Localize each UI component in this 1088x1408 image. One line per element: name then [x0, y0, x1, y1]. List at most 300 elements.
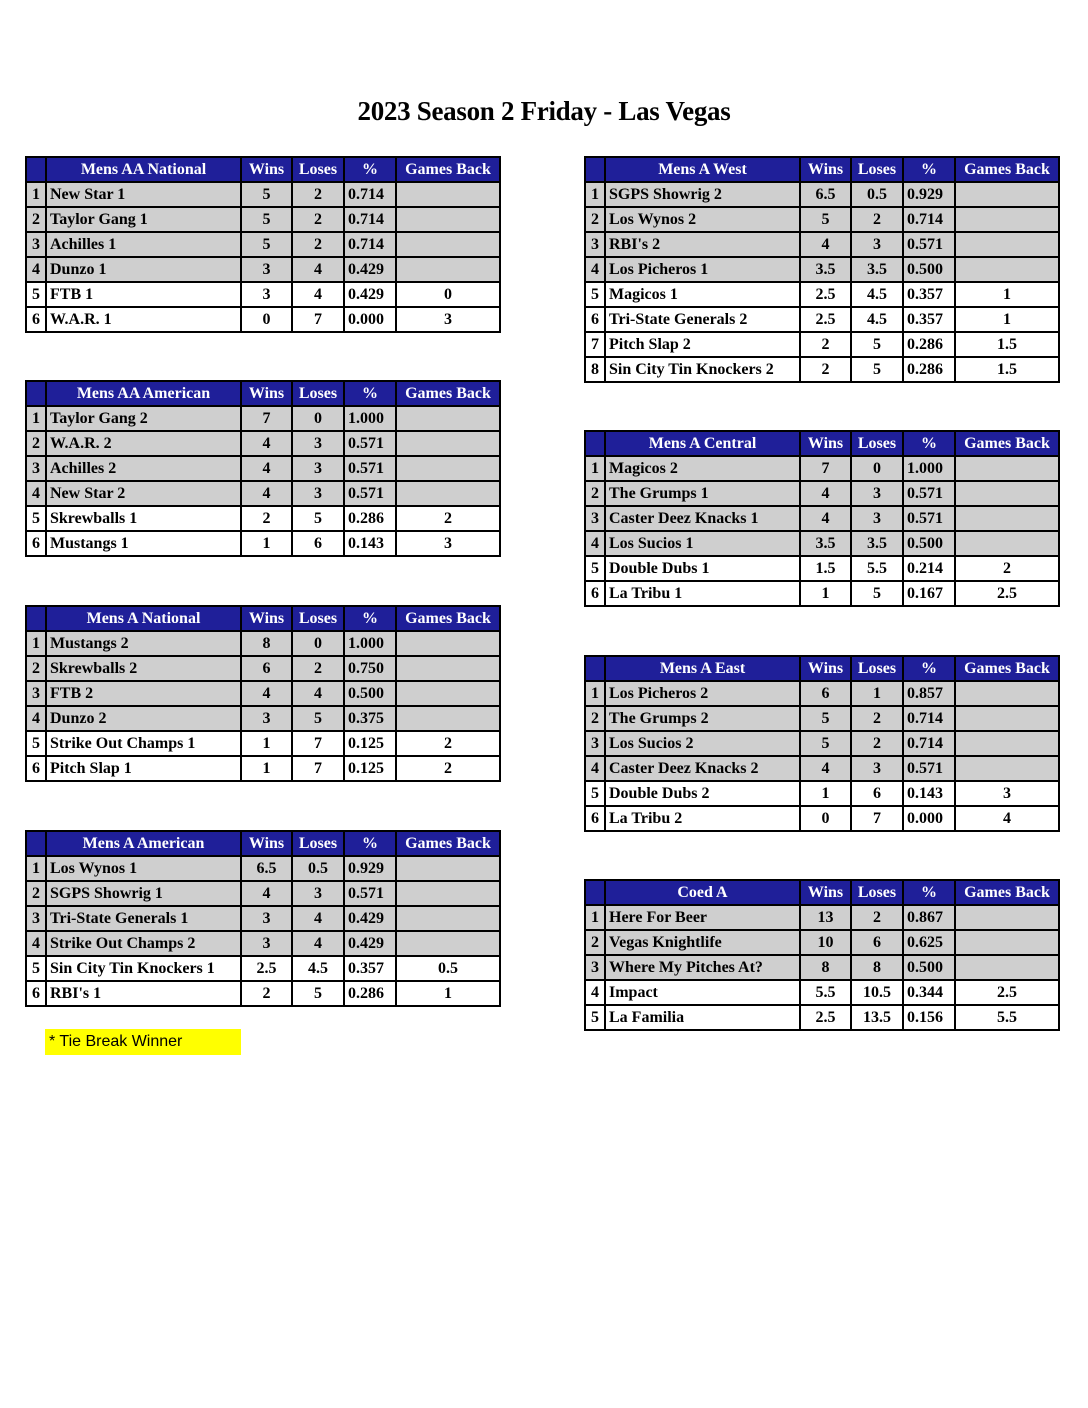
table-header-row: [26, 606, 500, 631]
header-wins: Wins: [241, 381, 292, 406]
rank-cell: 6: [26, 531, 46, 556]
table-row: [26, 207, 500, 232]
loses-cell: 4: [292, 681, 344, 706]
header-pct: %: [903, 880, 955, 905]
wins-cell: 7: [800, 456, 851, 481]
team-name-cell: La Tribu 1: [605, 581, 800, 606]
team-name-cell: Vegas Knightlife: [605, 930, 800, 955]
wins-cell: 4: [241, 881, 292, 906]
wins-cell: 6: [241, 656, 292, 681]
rank-cell: 2: [585, 706, 605, 731]
table-row: [585, 481, 1059, 506]
header-loses: Loses: [851, 431, 903, 456]
pct-cell: 0.286: [903, 332, 955, 357]
team-name-cell: Los Wynos 2: [605, 207, 800, 232]
table-row: [26, 931, 500, 956]
games-back-cell: [955, 182, 1059, 207]
division-name: Coed A: [605, 880, 800, 905]
team-name-cell: Here For Beer: [605, 905, 800, 930]
pct-cell: 0.357: [344, 956, 396, 981]
table-row: [26, 956, 500, 981]
rank-cell: 1: [26, 182, 46, 207]
wins-cell: 4: [800, 756, 851, 781]
rank-cell: 6: [26, 756, 46, 781]
table-header-row: [26, 831, 500, 856]
rank-cell: 3: [26, 906, 46, 931]
games-back-cell: [396, 207, 500, 232]
loses-cell: 4.5: [851, 282, 903, 307]
pct-cell: 0.929: [903, 182, 955, 207]
wins-cell: 2: [241, 981, 292, 1006]
pct-cell: 0.357: [903, 282, 955, 307]
table-row: [26, 756, 500, 781]
rank-cell: 5: [26, 731, 46, 756]
team-name-cell: Dunzo 1: [46, 257, 241, 282]
table-row: [26, 506, 500, 531]
table-row: [26, 431, 500, 456]
table-header-row: [26, 157, 500, 182]
pct-cell: 0.357: [903, 307, 955, 332]
rank-cell: 2: [585, 481, 605, 506]
loses-cell: 3.5: [851, 531, 903, 556]
games-back-cell: [955, 731, 1059, 756]
rank-cell: 5: [585, 282, 605, 307]
table-row: [26, 282, 500, 307]
loses-cell: 6: [851, 930, 903, 955]
games-back-cell: [396, 931, 500, 956]
table-row: [585, 332, 1059, 357]
rank-cell: 5: [26, 282, 46, 307]
header-rank-cell: [585, 431, 605, 456]
wins-cell: 3: [241, 931, 292, 956]
wins-cell: 2.5: [800, 282, 851, 307]
wins-cell: 2.5: [241, 956, 292, 981]
team-name-cell: Taylor Gang 1: [46, 207, 241, 232]
loses-cell: 3: [851, 481, 903, 506]
header-rank-cell: [585, 880, 605, 905]
games-back-cell: [955, 481, 1059, 506]
games-back-cell: 5.5: [955, 1005, 1059, 1030]
pct-cell: 0.571: [344, 456, 396, 481]
wins-cell: 5: [241, 207, 292, 232]
pct-cell: 0.750: [344, 656, 396, 681]
loses-cell: 2: [851, 731, 903, 756]
header-games-back: Games Back: [955, 656, 1059, 681]
team-name-cell: Achilles 1: [46, 232, 241, 257]
loses-cell: 2: [851, 207, 903, 232]
loses-cell: 5: [851, 357, 903, 382]
loses-cell: 0.5: [292, 856, 344, 881]
pct-cell: 1.000: [903, 456, 955, 481]
wins-cell: 1: [241, 756, 292, 781]
table-row: [26, 681, 500, 706]
loses-cell: 3.5: [851, 257, 903, 282]
team-name-cell: Los Picheros 1: [605, 257, 800, 282]
loses-cell: 7: [851, 806, 903, 831]
rank-cell: 2: [585, 207, 605, 232]
loses-cell: 4: [292, 931, 344, 956]
pct-cell: 0.714: [903, 706, 955, 731]
wins-cell: 6.5: [800, 182, 851, 207]
wins-cell: 0: [800, 806, 851, 831]
header-pct: %: [344, 606, 396, 631]
loses-cell: 2: [292, 656, 344, 681]
wins-cell: 6.5: [241, 856, 292, 881]
pct-cell: 0.375: [344, 706, 396, 731]
loses-cell: 13.5: [851, 1005, 903, 1030]
games-back-cell: [396, 232, 500, 257]
team-name-cell: Pitch Slap 1: [46, 756, 241, 781]
rank-cell: 3: [26, 456, 46, 481]
header-rank-cell: [26, 157, 46, 182]
wins-cell: 8: [800, 955, 851, 980]
games-back-cell: [955, 681, 1059, 706]
table-row: [585, 930, 1059, 955]
loses-cell: 5: [851, 581, 903, 606]
table-row: [26, 307, 500, 332]
games-back-cell: 0.5: [396, 956, 500, 981]
header-rank-cell: [26, 381, 46, 406]
team-name-cell: The Grumps 1: [605, 481, 800, 506]
pct-cell: 0.500: [903, 955, 955, 980]
table-row: [585, 556, 1059, 581]
games-back-cell: [955, 232, 1059, 257]
games-back-cell: [955, 706, 1059, 731]
team-name-cell: FTB 2: [46, 681, 241, 706]
header-pct: %: [903, 431, 955, 456]
games-back-cell: [955, 955, 1059, 980]
table-row: [585, 506, 1059, 531]
pct-cell: 1.000: [344, 631, 396, 656]
pct-cell: 0.429: [344, 257, 396, 282]
loses-cell: 3: [292, 881, 344, 906]
rank-cell: 5: [585, 781, 605, 806]
team-name-cell: Mustangs 1: [46, 531, 241, 556]
wins-cell: 3: [241, 257, 292, 282]
pct-cell: 0.714: [903, 207, 955, 232]
loses-cell: 5: [292, 981, 344, 1006]
header-games-back: Games Back: [955, 157, 1059, 182]
table-row: [26, 531, 500, 556]
pct-cell: 0.571: [903, 506, 955, 531]
table-row: [585, 307, 1059, 332]
table-row: [26, 456, 500, 481]
loses-cell: 0: [292, 406, 344, 431]
table-row: [585, 282, 1059, 307]
rank-cell: 6: [26, 981, 46, 1006]
header-loses: Loses: [851, 656, 903, 681]
games-back-cell: [396, 456, 500, 481]
table-row: [585, 531, 1059, 556]
rank-cell: 2: [26, 207, 46, 232]
wins-cell: 1: [800, 581, 851, 606]
table-row: [585, 357, 1059, 382]
games-back-cell: [955, 207, 1059, 232]
table-row: [26, 731, 500, 756]
standings-table: [25, 605, 501, 782]
games-back-cell: 0: [396, 282, 500, 307]
rank-cell: 1: [26, 406, 46, 431]
loses-cell: 2: [851, 706, 903, 731]
loses-cell: 3: [292, 456, 344, 481]
pct-cell: 1.000: [344, 406, 396, 431]
pct-cell: 0.125: [344, 756, 396, 781]
loses-cell: 3: [851, 506, 903, 531]
header-wins: Wins: [241, 606, 292, 631]
team-name-cell: Sin City Tin Knockers 2: [605, 357, 800, 382]
team-name-cell: SGPS Showrig 1: [46, 881, 241, 906]
team-name-cell: RBI's 2: [605, 232, 800, 257]
wins-cell: 1: [241, 531, 292, 556]
rank-cell: 1: [585, 182, 605, 207]
team-name-cell: Impact: [605, 980, 800, 1005]
games-back-cell: [955, 930, 1059, 955]
games-back-cell: [396, 856, 500, 881]
wins-cell: 13: [800, 905, 851, 930]
loses-cell: 5: [292, 706, 344, 731]
pct-cell: 0.143: [903, 781, 955, 806]
wins-cell: 5: [241, 182, 292, 207]
standings-table: [25, 830, 501, 1007]
games-back-cell: [396, 431, 500, 456]
games-back-cell: [396, 481, 500, 506]
header-rank-cell: [585, 157, 605, 182]
loses-cell: 7: [292, 307, 344, 332]
wins-cell: 6: [800, 681, 851, 706]
games-back-cell: [955, 257, 1059, 282]
loses-cell: 4: [292, 282, 344, 307]
pct-cell: 0.286: [344, 981, 396, 1006]
loses-cell: 6: [292, 531, 344, 556]
wins-cell: 7: [241, 406, 292, 431]
team-name-cell: Double Dubs 2: [605, 781, 800, 806]
team-name-cell: Los Picheros 2: [605, 681, 800, 706]
pct-cell: 0.571: [903, 481, 955, 506]
rank-cell: 6: [26, 307, 46, 332]
wins-cell: 4: [800, 232, 851, 257]
games-back-cell: 3: [396, 307, 500, 332]
pct-cell: 0.571: [344, 431, 396, 456]
wins-cell: 3: [241, 906, 292, 931]
header-loses: Loses: [292, 381, 344, 406]
division-name: Mens AA American: [46, 381, 241, 406]
table-row: [26, 631, 500, 656]
wins-cell: 1.5: [800, 556, 851, 581]
pct-cell: 0.429: [344, 282, 396, 307]
wins-cell: 0: [241, 307, 292, 332]
loses-cell: 5: [851, 332, 903, 357]
wins-cell: 1: [800, 781, 851, 806]
games-back-cell: 1.5: [955, 332, 1059, 357]
rank-cell: 3: [585, 731, 605, 756]
header-wins: Wins: [241, 831, 292, 856]
team-name-cell: Sin City Tin Knockers 1: [46, 956, 241, 981]
wins-cell: 4: [800, 481, 851, 506]
team-name-cell: FTB 1: [46, 282, 241, 307]
rank-cell: 1: [585, 905, 605, 930]
team-name-cell: Tri-State Generals 2: [605, 307, 800, 332]
rank-cell: 4: [585, 531, 605, 556]
pct-cell: 0.000: [344, 307, 396, 332]
header-rank-cell: [26, 606, 46, 631]
rank-cell: 3: [585, 232, 605, 257]
table-row: [585, 257, 1059, 282]
rank-cell: 4: [585, 756, 605, 781]
table-header-row: [585, 880, 1059, 905]
standings-table: [584, 879, 1060, 1031]
table-row: [585, 806, 1059, 831]
team-name-cell: Dunzo 2: [46, 706, 241, 731]
games-back-cell: [955, 531, 1059, 556]
team-name-cell: Strike Out Champs 2: [46, 931, 241, 956]
rank-cell: 1: [26, 856, 46, 881]
wins-cell: 8: [241, 631, 292, 656]
pct-cell: 0.929: [344, 856, 396, 881]
loses-cell: 8: [851, 955, 903, 980]
loses-cell: 4.5: [851, 307, 903, 332]
pct-cell: 0.625: [903, 930, 955, 955]
table-row: [585, 731, 1059, 756]
pct-cell: 0.286: [903, 357, 955, 382]
table-row: [26, 232, 500, 257]
rank-cell: 3: [585, 955, 605, 980]
header-loses: Loses: [292, 157, 344, 182]
games-back-cell: [396, 406, 500, 431]
division-name: Mens AA National: [46, 157, 241, 182]
pct-cell: 0.429: [344, 931, 396, 956]
team-name-cell: Skrewballs 1: [46, 506, 241, 531]
team-name-cell: Taylor Gang 2: [46, 406, 241, 431]
table-row: [585, 681, 1059, 706]
wins-cell: 5: [800, 731, 851, 756]
table-row: [585, 456, 1059, 481]
team-name-cell: Mustangs 2: [46, 631, 241, 656]
pct-cell: 0.143: [344, 531, 396, 556]
team-name-cell: Strike Out Champs 1: [46, 731, 241, 756]
wins-cell: 1: [241, 731, 292, 756]
loses-cell: 0: [292, 631, 344, 656]
games-back-cell: 2: [396, 506, 500, 531]
rank-cell: 2: [26, 656, 46, 681]
pct-cell: 0.714: [903, 731, 955, 756]
pct-cell: 0.500: [903, 257, 955, 282]
games-back-cell: 3: [955, 781, 1059, 806]
header-games-back: Games Back: [396, 157, 500, 182]
games-back-cell: [955, 905, 1059, 930]
table-row: [26, 656, 500, 681]
rank-cell: 3: [26, 681, 46, 706]
header-games-back: Games Back: [955, 880, 1059, 905]
wins-cell: 4: [241, 431, 292, 456]
table-row: [585, 706, 1059, 731]
table-row: [26, 406, 500, 431]
pct-cell: 0.714: [344, 207, 396, 232]
header-games-back: Games Back: [396, 831, 500, 856]
header-rank-cell: [26, 831, 46, 856]
pct-cell: 0.000: [903, 806, 955, 831]
wins-cell: 3: [241, 706, 292, 731]
team-name-cell: Los Sucios 2: [605, 731, 800, 756]
wins-cell: 3: [241, 282, 292, 307]
wins-cell: 4: [241, 456, 292, 481]
pct-cell: 0.867: [903, 905, 955, 930]
games-back-cell: 2: [396, 756, 500, 781]
rank-cell: 7: [585, 332, 605, 357]
table-row: [585, 1005, 1059, 1030]
loses-cell: 7: [292, 756, 344, 781]
rank-cell: 6: [585, 307, 605, 332]
division-name: Mens A American: [46, 831, 241, 856]
pct-cell: 0.156: [903, 1005, 955, 1030]
table-row: [585, 207, 1059, 232]
standings-table: [584, 655, 1060, 832]
pct-cell: 0.286: [344, 506, 396, 531]
table-row: [585, 232, 1059, 257]
games-back-cell: [396, 656, 500, 681]
team-name-cell: New Star 2: [46, 481, 241, 506]
team-name-cell: Achilles 2: [46, 456, 241, 481]
games-back-cell: [396, 706, 500, 731]
team-name-cell: W.A.R. 1: [46, 307, 241, 332]
table-row: [585, 955, 1059, 980]
table-header-row: [585, 431, 1059, 456]
standings-table: [25, 156, 501, 333]
table-header-row: [585, 157, 1059, 182]
table-row: [26, 706, 500, 731]
games-back-cell: 1.5: [955, 357, 1059, 382]
loses-cell: 3: [851, 756, 903, 781]
team-name-cell: Los Sucios 1: [605, 531, 800, 556]
table-row: [585, 980, 1059, 1005]
wins-cell: 3.5: [800, 531, 851, 556]
header-loses: Loses: [292, 606, 344, 631]
header-pct: %: [903, 157, 955, 182]
games-back-cell: [396, 182, 500, 207]
games-back-cell: [396, 257, 500, 282]
team-name-cell: Double Dubs 1: [605, 556, 800, 581]
division-name: Mens A West: [605, 157, 800, 182]
table-row: [26, 257, 500, 282]
header-wins: Wins: [800, 880, 851, 905]
table-row: [585, 781, 1059, 806]
team-name-cell: Caster Deez Knacks 1: [605, 506, 800, 531]
games-back-cell: 3: [396, 531, 500, 556]
header-loses: Loses: [851, 880, 903, 905]
games-back-cell: [396, 906, 500, 931]
games-back-cell: 1: [396, 981, 500, 1006]
games-back-cell: [396, 681, 500, 706]
loses-cell: 2: [292, 207, 344, 232]
pct-cell: 0.214: [903, 556, 955, 581]
pct-cell: 0.714: [344, 182, 396, 207]
pct-cell: 0.714: [344, 232, 396, 257]
pct-cell: 0.571: [903, 232, 955, 257]
loses-cell: 3: [292, 431, 344, 456]
games-back-cell: [955, 456, 1059, 481]
wins-cell: 10: [800, 930, 851, 955]
standings-table: [25, 380, 501, 557]
header-pct: %: [344, 831, 396, 856]
header-games-back: Games Back: [396, 606, 500, 631]
table-row: [26, 906, 500, 931]
loses-cell: 3: [851, 232, 903, 257]
standings-table: [584, 156, 1060, 383]
games-back-cell: 1: [955, 282, 1059, 307]
header-wins: Wins: [800, 157, 851, 182]
table-row: [26, 981, 500, 1006]
loses-cell: 10.5: [851, 980, 903, 1005]
games-back-cell: [955, 506, 1059, 531]
